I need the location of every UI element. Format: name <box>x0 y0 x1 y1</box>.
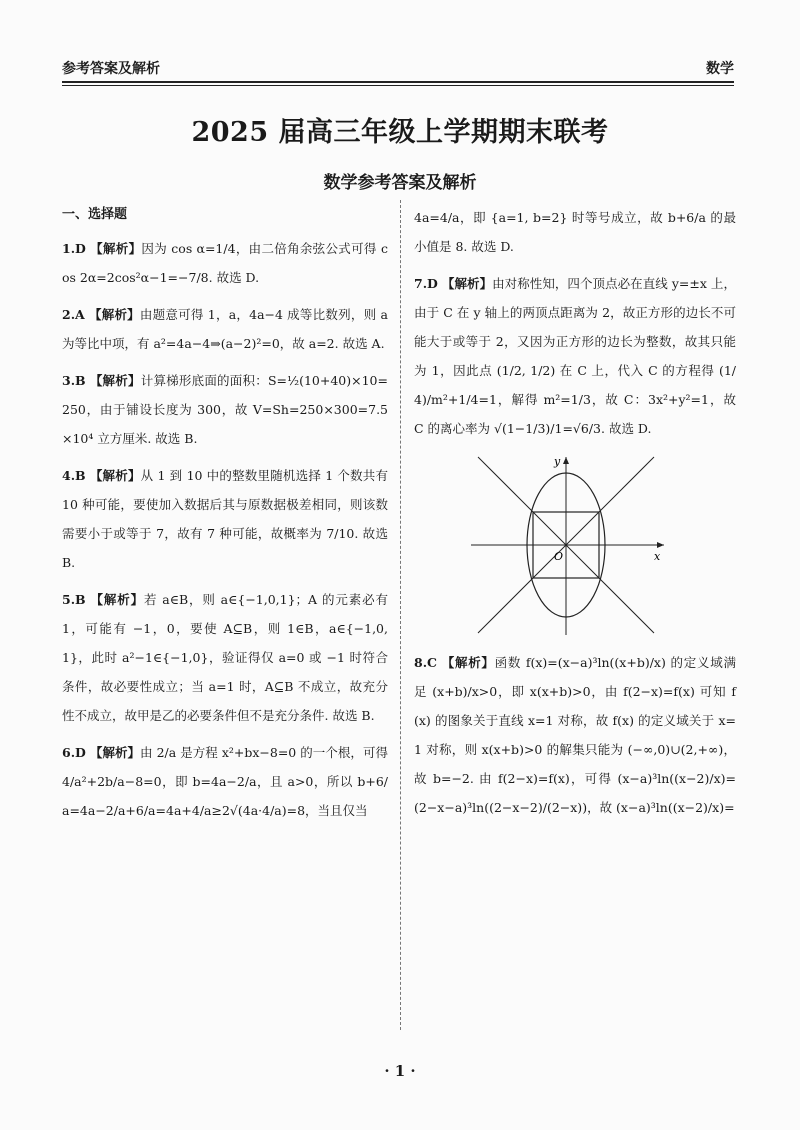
y-axis-arrow-icon <box>563 457 569 464</box>
answer-item <box>62 366 388 453</box>
answer-text: 由题意可得 1，a，4a−4 成等比数列，则 a 为等比中项，有 a²=4a−4⇒(a−2)²=0，故 a=2. 故选 A. <box>62 307 388 351</box>
exam-subtitle: 数学参考答案及解析 <box>323 173 477 193</box>
answer-text: 因为 cos α=1/4，由二倍角余弦公式可得 cos 2α=2cos²α−1=−7/8. 故选 D. <box>62 241 388 285</box>
answer-item <box>62 585 388 730</box>
left-column <box>62 203 388 833</box>
answer-item <box>62 300 388 358</box>
answer-number: 7.D <box>414 276 438 291</box>
right-column <box>414 203 736 830</box>
exam-title: 2025 届高三年级上学期期末联考 <box>191 117 609 148</box>
answer-item <box>414 648 736 822</box>
page-number: · 1 · <box>384 1062 416 1080</box>
answer-item <box>62 738 388 825</box>
answer-text: 由对称性知，四个顶点必在直线 y=±x 上，由于 C 在 y 轴上的两顶点距离为 2，故正方形的边长不可能大于或等于 2，又因为正方形的边长为整数，故其只能为 1，因此点 (1/2, 1/2) 在 C 上，代入 C 的方程得 (1/4)/m²+1/4=1，解得 m²=1/3，故 C：3x²+y²=1，故 C 的离心率为 √(1−1/3)/1=√6/3. 故选 D. <box>414 276 736 436</box>
answer-item <box>62 234 388 292</box>
header-subject-label: 数学 <box>706 61 734 77</box>
column-divider <box>400 200 401 1030</box>
answer-item <box>62 461 388 577</box>
answer-number: 4.B <box>62 468 86 483</box>
answer-item <box>414 269 736 443</box>
x-axis-arrow-icon <box>657 542 664 548</box>
origin-label: O <box>554 550 564 563</box>
answer-item-continued <box>414 203 736 261</box>
header-left-label: 参考答案及解析 <box>62 61 160 77</box>
section-heading: 一、选择题 <box>62 207 128 222</box>
analysis-tag: 【解析】 <box>90 592 145 607</box>
answer-number: 2.A <box>62 307 85 322</box>
answer-number: 8.C <box>414 655 437 670</box>
analysis-tag: 【解析】 <box>441 276 493 291</box>
y-axis-label: y <box>554 455 561 468</box>
header-rule-thin <box>62 85 734 86</box>
answer-text: 若 a∈B，则 a∈{−1,0,1}；A 的元素必有 1，可能有 −1，0，要使 A⊆B，则 1∈B，a∈{−1,0,1}，此时 a²−1∈{−1,0}，验证得仅 a=0 或 −1 时符合条件，故必要性成立；当 a=1 时，A⊆B 不成立，故充分性不成立，故甲是乙的必要条件但不是充分条件. 故选 B. <box>62 592 388 723</box>
analysis-tag: 【解析】 <box>441 655 495 670</box>
answer-number: 3.B <box>62 373 86 388</box>
answer-text: 4a=4/a，即 {a=1, b=2} 时等号成立，故 b+6/a 的最小值是 8. 故选 D. <box>414 210 736 254</box>
answer-number: 1.D <box>62 241 86 256</box>
analysis-tag: 【解析】 <box>90 241 142 256</box>
answer-number: 5.B <box>62 592 86 607</box>
analysis-tag: 【解析】 <box>88 307 140 322</box>
answer-number: 6.D <box>62 745 86 760</box>
answer-text: 计算梯形底面的面积：S=½(10+40)×10=250，由于铺设长度为 300，故 V=Sh=250×300=7.5×10⁴ 立方厘米. 故选 B. <box>62 373 388 446</box>
ellipse-square-figure <box>466 453 666 638</box>
analysis-tag: 【解析】 <box>89 373 141 388</box>
answer-text: 从 1 到 10 中的整数里随机选择 1 个数共有 10 种可能，要使加入数据后其与原数据极差相同，则该数需要小于或等于 7，故有 7 种可能，故概率为 7/10. 故选 B. <box>62 468 388 570</box>
answer-text: 由 2/a 是方程 x²+bx−8=0 的一个根，可得 4/a²+2b/a−8=0，即 b=4a−2/a，且 a>0，所以 b+6/a=4a−2/a+6/a=4a+4/a≥2√(4a·4/a)=8，当且仅当 <box>62 745 388 818</box>
x-axis-label: x <box>654 550 661 563</box>
header-rule <box>62 81 734 83</box>
answer-text: 函数 f(x)=(x−a)³ln((x+b)/x) 的定义域满足 (x+b)/x>0，即 x(x+b)>0，由 f(2−x)=f(x) 可知 f(x) 的图象关于直线 x=1 对称，故 f(x) 的定义域关于 x=1 对称，则 x(x+b)>0 的解集只能为 (−∞,0)∪(2,+∞)，故 b=−2. 由 f(2−x)=f(x)，可得 (x−a)³ln((x−2)/x)=(2−x−a)³ln((2−x−2)/(2−x))，故 (x−a)³ln((x−2)/x)= <box>414 655 736 815</box>
analysis-tag: 【解析】 <box>89 468 141 483</box>
analysis-tag: 【解析】 <box>89 745 141 760</box>
